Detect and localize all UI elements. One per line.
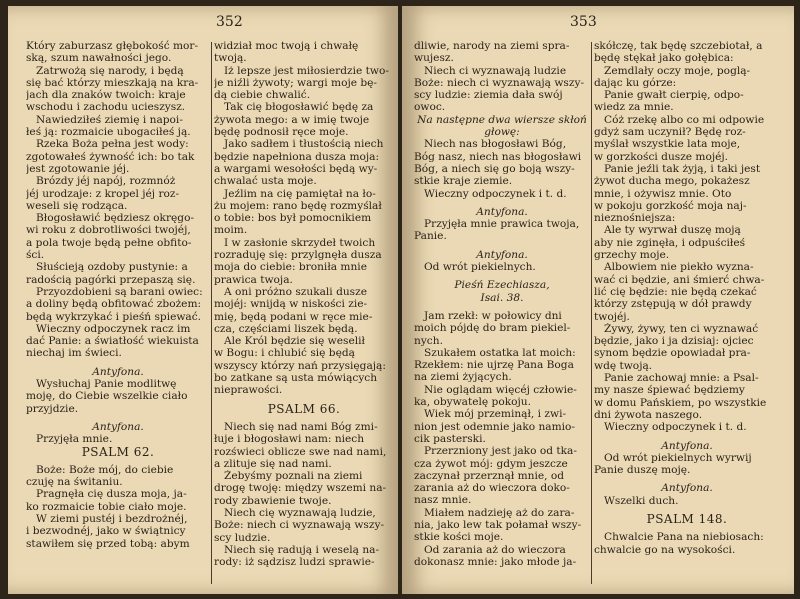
- text-line: będą wykrzykać i pieśń spiewać.: [26, 310, 202, 323]
- verse-line: Rzeka Boża pełna jest wody:: [36, 138, 189, 151]
- verse-line: Od wrót piekielnych.: [424, 261, 536, 274]
- text-line: weseli się rodząca.: [26, 199, 128, 212]
- rubric-line: Antyfona.: [661, 482, 713, 495]
- text-line: mię, będą podani w ręce mie-: [214, 310, 373, 323]
- text-line: dając ku górze:: [594, 76, 677, 89]
- text-line: a pola twoje będą pełne obfito-: [26, 236, 192, 249]
- verse-line: Iż lepsze jest miłosierdzie two-: [224, 64, 389, 77]
- text-line: dać Panie: a światłość wiekuista: [26, 335, 199, 348]
- text-line: a zlituje się nad nami.: [214, 457, 332, 470]
- text-line: nieprawości.: [214, 384, 283, 397]
- text-line: aby nie zginęła, i odpuściłeś: [594, 236, 746, 249]
- text-line: nia, jako lew tak połamał wszy-: [414, 518, 582, 531]
- verse-line: Od zarania aż do wieczora: [424, 543, 566, 556]
- rubric-line: Pieśń Ezechiasza,: [454, 279, 550, 292]
- text-line: zarania aż do wieczora doko-: [414, 482, 570, 495]
- text-line: wujesz.: [414, 52, 454, 65]
- verse-line: Nawiedziłeś ziemię i napoi-: [36, 113, 183, 126]
- verse-line: Wieczny odpoczynek racz im: [36, 322, 191, 335]
- verse-line: Ale Król będzie się weselił: [224, 335, 365, 348]
- text-line: cza żywot mój: gdym jeszcze: [414, 457, 568, 470]
- text-line: Bóg nasz, niech nas błogosławi: [414, 150, 582, 163]
- psalm-heading: PSALM 66.: [267, 402, 341, 415]
- verse-line: A oni próżno szukali dusze: [224, 285, 367, 298]
- verse-line: Jam rzekł: w połowicy dni: [424, 309, 562, 322]
- text-line: Boże: niech ci wyznawają wszy-: [414, 76, 585, 89]
- left-page-column-2: [214, 40, 394, 568]
- verse-line: Jako sadłem i tłustością niech: [224, 138, 384, 151]
- text-line: Panie duszę moję.: [594, 464, 691, 477]
- rubric-line: Antyfona.: [92, 365, 144, 378]
- text-line: dni żywota naszego.: [594, 408, 703, 421]
- text-line: synom będzie opowiadał pra-: [594, 347, 751, 360]
- verse-line: Ale ty wyrwał duszę moją: [604, 224, 741, 237]
- text-line: jest zgotowanie jéj.: [26, 162, 130, 175]
- text-line: Rzekłem: nie ujrzę Pana Boga: [414, 359, 574, 372]
- verse-line: Wiek mój przeminął, i zwi-: [424, 408, 567, 421]
- verse-line: Żebyśmy poznali na ziemi: [224, 470, 363, 483]
- text-line: rody zbawienie twoje.: [214, 494, 332, 507]
- text-line: cik pasterski.: [414, 432, 486, 445]
- text-line: zaczynał przerznął mnie, od: [414, 469, 565, 482]
- verse-line: Niech nas błogosławi Bóg,: [424, 138, 567, 151]
- text-line: w domu Pańskiem, po wszystkie: [594, 396, 767, 409]
- text-line: będzie napełniona dusza moja:: [214, 150, 380, 163]
- text-line: radością pagórki przepaszą się.: [26, 273, 196, 286]
- verse-line: Nie oglądam więcéj człowie-: [424, 383, 577, 396]
- text-line: Boże: niech ci wyznawają wszy-: [214, 519, 385, 532]
- text-line: będzie, jako i ja dzisiaj: ojciec: [594, 335, 754, 348]
- rubric-line: Antyfona.: [476, 248, 528, 261]
- text-line: wszyscy którzy nań przysięgają:: [214, 359, 386, 372]
- text-line: bo zatkane są usta mówiących: [214, 372, 378, 385]
- text-line: ską, szum nawałności jego.: [26, 52, 172, 65]
- text-line: scy ludzie.: [214, 531, 271, 544]
- verse-line: Miałem nadzieję aż do zara-: [424, 506, 575, 519]
- text-line: wiedz za mnie.: [594, 101, 674, 114]
- text-line: je niźli żywoty; wargi moje bę-: [214, 76, 378, 89]
- verse-line: Wysłuchaj Panie modlitwę: [36, 378, 177, 391]
- verse-line: Wieczny odpoczynek i t. d.: [604, 421, 747, 434]
- text-line: o tobie: bos był pomocnikiem: [214, 212, 372, 225]
- right-page-column-2: [594, 40, 780, 556]
- text-line: rozraduję się: przylgnęła dusza: [214, 249, 382, 262]
- text-line: chwalać usta moje.: [214, 175, 317, 188]
- left-page-column-1: [26, 40, 210, 550]
- text-line: moim.: [214, 224, 248, 237]
- text-line: owoc.: [414, 101, 446, 114]
- right-page: [402, 6, 794, 594]
- text-line: moję, do Ciebie wszelkie ciało: [26, 390, 188, 403]
- verse-line: Albowiem nie piekło wyzna-: [604, 261, 754, 274]
- psalm-heading: PSALM 148.: [646, 512, 728, 526]
- verse-line: Wszelki duch.: [604, 494, 679, 507]
- verse-line: Brózdy jéj napój, rozmnóż: [36, 175, 176, 188]
- column-divider-left: [211, 42, 212, 584]
- text-line: moich pójdę do bram piekiel-: [414, 322, 571, 335]
- text-line: nieznośniejsza:: [594, 212, 676, 225]
- text-line: żywot ducha mego, pokażesz: [594, 175, 750, 188]
- verse-line: Niech cię wyznawają ludzie,: [224, 506, 376, 519]
- text-line: myślał wszystkie lata moje,: [594, 138, 741, 151]
- verse-line: Błogosławić będziesz okręgo-: [36, 212, 195, 225]
- text-line: scy ludzie: ziemia dała swój: [414, 89, 563, 102]
- verse-line: Cóż rzekę albo co mi odpowie: [604, 113, 765, 126]
- rubric-line: Isai. 38.: [480, 291, 524, 304]
- text-line: którzy zstępują w dół prawdy: [594, 298, 752, 311]
- verse-line: Słuścieją ozdoby pustynie: a: [36, 261, 188, 274]
- verse-line: Jeźlim na cię pamiętał na ło-: [224, 187, 376, 200]
- verse-line: Tak cię błogosławić będę za: [224, 101, 374, 114]
- text-line: Który zaburzasz głębokość mor-: [26, 40, 199, 52]
- verse-line: W ziemi pustéj i bezdrożnéj,: [36, 512, 188, 525]
- verse-line: Od wrót piekielnych wyrwij: [604, 451, 752, 464]
- verse-line: Przerzniony jest jako od tka-: [424, 445, 577, 458]
- column-divider-right: [591, 42, 592, 584]
- verse-line: Boże: Boże mój, do ciebie: [36, 463, 174, 476]
- text-line: grzechy moje.: [594, 249, 670, 262]
- text-line: ka, obywatelę pokoju.: [414, 396, 531, 409]
- text-line: niechaj im świeci.: [26, 347, 122, 360]
- text-line: moja do ciebie: broniła mnie: [214, 261, 367, 274]
- text-line: się bać którzy mieszkają na kra-: [26, 76, 199, 89]
- text-line: cza, częściami liszek będą.: [214, 322, 358, 335]
- text-line: w Bogu: i chlubić się będą: [214, 347, 355, 360]
- text-line: widział moc twoją i chwałę: [214, 40, 359, 52]
- text-line: dokonasz mnie: jako młode ja-: [414, 555, 577, 568]
- text-line: nych.: [414, 334, 443, 347]
- text-line: dliwie, narody na ziemi spra-: [414, 40, 570, 52]
- text-line: zgotowałeś żywność ich: bo tak: [26, 150, 195, 163]
- verse-line: Panie jeźli tak żyją, i taki jest: [604, 162, 761, 175]
- text-line: twoją.: [214, 52, 247, 65]
- text-line: nasz mnie.: [414, 494, 472, 507]
- text-line: ści.: [26, 249, 45, 262]
- text-line: Panie.: [414, 230, 447, 243]
- text-line: my nasze śpiewać będziemy: [594, 384, 745, 397]
- text-line: będę stękał jako gołębica:: [594, 52, 734, 65]
- rubric-line: głowę:: [484, 126, 520, 139]
- text-line: rozświeci oblicze swe nad nami,: [214, 445, 387, 458]
- text-line: lić cię będzie: nie będą czekać: [594, 285, 757, 298]
- psalm-heading: PSALM 62.: [81, 445, 155, 458]
- verse-line: Pragnęła cię dusza moja, ja-: [36, 488, 187, 501]
- verse-line: Przyjęła mnie prawica twoja,: [424, 218, 580, 231]
- verse-line: I w zasłonie skrzydeł twoich: [224, 236, 376, 249]
- text-line: dą ciebie chwalić.: [214, 89, 311, 102]
- text-line: będę podnosił ręce moje.: [214, 126, 349, 139]
- verse-line: Żywy, żywy, ten ci wyznawać: [604, 322, 759, 335]
- text-line: Bóg, a niech się go boją wszy-: [414, 162, 575, 175]
- text-line: stkie kraje ziemie.: [414, 175, 513, 188]
- verse-line: Szukałem ostatka lat moich:: [424, 346, 576, 359]
- text-line: w gorzkości dusze mojéj.: [594, 150, 729, 163]
- verse-line: Panie zachowaj mnie: a Psal-: [604, 372, 759, 385]
- text-line: skółczę, tak będę szczebiotał, a: [594, 40, 763, 52]
- text-line: jach dla znaków twoich: kraje: [26, 89, 186, 102]
- page-number-right: 353: [570, 14, 597, 30]
- text-line: mnie, i ożywisz mnie. Oto: [594, 187, 732, 200]
- text-line: łuje i błogosławi nam: niech: [214, 433, 365, 446]
- text-line: i bezwodnéj, jako w świątnicy: [26, 525, 186, 538]
- text-line: nion jest odemnie jako namio-: [414, 420, 576, 433]
- text-line: drogę twoję: między wszemi na-: [214, 482, 387, 495]
- verse-line: Niech się nad nami Bóg zmi-: [224, 420, 378, 433]
- verse-line: Panie gwałt cierpię, odpo-: [604, 89, 744, 102]
- text-line: twojéj.: [594, 310, 630, 323]
- text-line: jéj urodzaje: z kropel jéj roz-: [26, 187, 180, 200]
- text-line: prawica twoja.: [214, 273, 293, 286]
- text-line: ko rozmaicie tobie ciało moje.: [26, 500, 187, 513]
- verse-line: Wieczny odpoczynek i t. d.: [424, 187, 567, 200]
- page-number-left: 352: [216, 14, 243, 30]
- verse-line: Przyozdobieni są barani owiec:: [36, 285, 203, 298]
- text-line: mojéj: wnijdą w niskości zie-: [214, 298, 368, 311]
- text-line: a wargami wesołości będą wy-: [214, 162, 378, 175]
- verse-line: Zatrwożą się narody, i będą: [36, 64, 184, 77]
- text-line: a doliny będą obfitować zbożem:: [26, 298, 202, 311]
- text-line: stkie kości moje.: [414, 531, 504, 544]
- text-line: w pokoju gorzkość moja naj-: [594, 199, 747, 212]
- left-page: [8, 6, 398, 594]
- text-line: wi roku z dobrotliwości twojéj,: [26, 224, 191, 237]
- text-line: żywota mego: a w imię twoje: [214, 113, 370, 126]
- text-line: wać ci będzie, ani śmierć chwa-: [594, 273, 765, 286]
- verse-line: Niech ci wyznawają ludzie: [424, 64, 567, 77]
- verse-line: Zemdlały oczy moje, poglą-: [604, 64, 751, 77]
- text-line: żu mojem: rano będę rozmyślał: [214, 199, 382, 212]
- verse-line: Przyjęła mnie.: [36, 433, 113, 446]
- rubric-line: Antyfona.: [92, 420, 144, 433]
- text-line: gdyż sam uczynił? Będę roz-: [594, 126, 746, 139]
- verse-line: Niech się radują i weselą na-: [224, 543, 380, 556]
- text-line: łeś ją: rozmaicie ubogaciłeś ją.: [26, 126, 191, 139]
- text-line: chwalcie go na wysokości.: [594, 543, 736, 556]
- verse-line: Chwalcie Pana na niebiosach:: [604, 531, 764, 544]
- text-line: wschodu i zachodu ucieszysz.: [26, 101, 186, 114]
- text-line: przyjdzie.: [26, 402, 79, 415]
- right-page-column-1: [414, 40, 590, 568]
- text-line: czuję na świtaniu.: [26, 476, 123, 489]
- rubric-line: Na następne dwa wiersze skłoń: [417, 113, 587, 126]
- rubric-line: Antyfona.: [661, 439, 713, 452]
- text-line: wdę twoją.: [594, 359, 653, 372]
- text-line: na ziemi żyjących.: [414, 371, 512, 384]
- text-line: rody: iż sądzisz ludzi sprawie-: [214, 556, 375, 569]
- text-line: stawiłem się przed tobą: abym: [26, 537, 190, 550]
- rubric-line: Antyfona.: [476, 205, 528, 218]
